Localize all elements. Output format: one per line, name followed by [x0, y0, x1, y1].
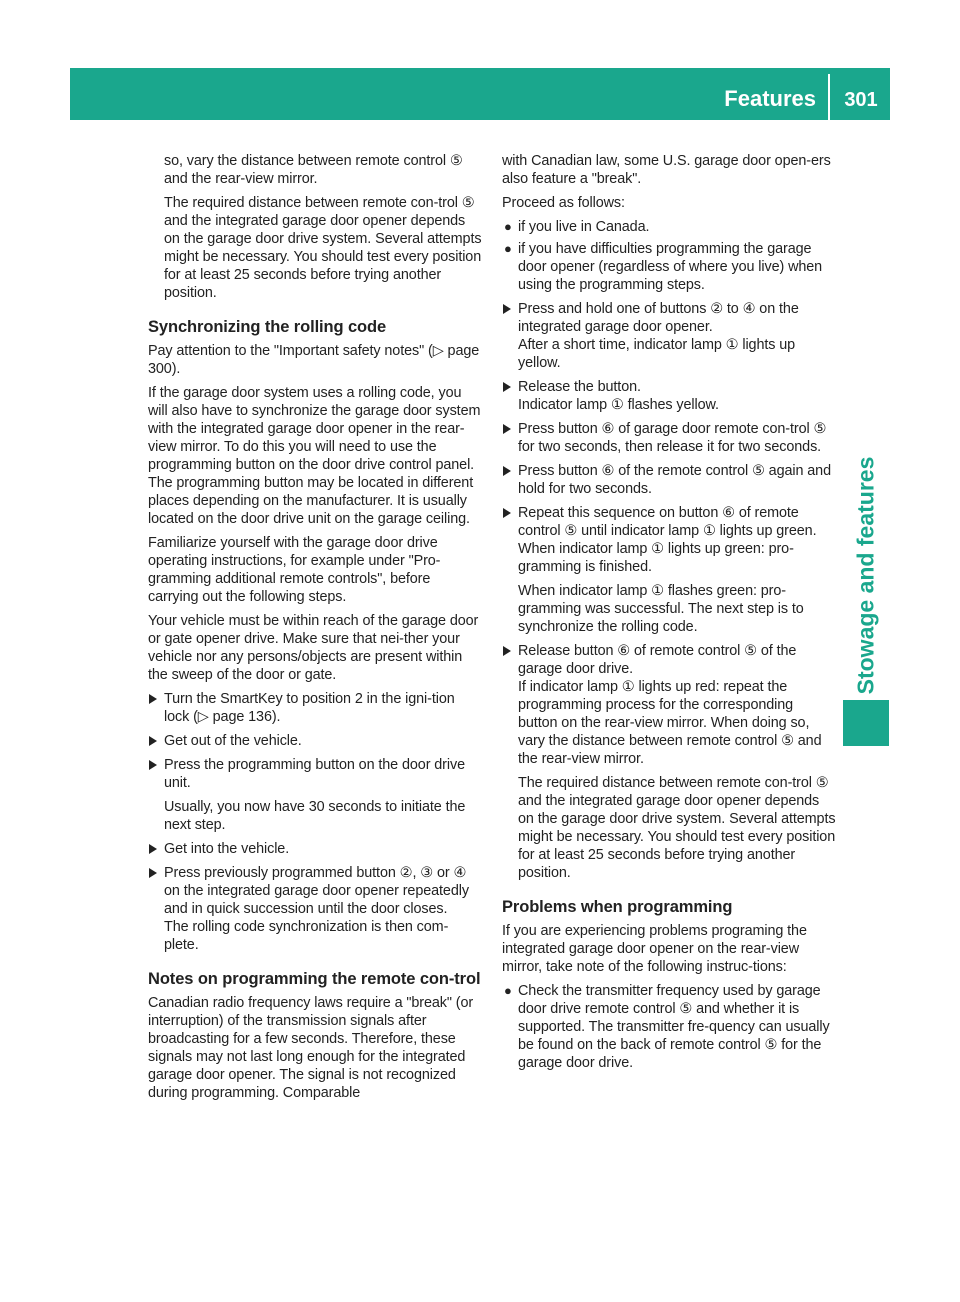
step-arrow-icon: [149, 868, 157, 878]
heading-synchronizing: Synchronizing the rolling code: [148, 318, 387, 336]
page-number: 301: [844, 89, 878, 111]
step-arrow-icon: [149, 736, 157, 746]
step-item: Repeat this sequence on button ⑥ of remote control ⑤ until indicator lamp ① lights up green. When indicator lamp ① lights up green: pro-gramming is finished. When indicator lamp ① flashes green: pro-gramming was successful. The next step is to synchronize the rolling code.: [502, 504, 836, 636]
bullet-icon: ●: [504, 241, 512, 256]
step-arrow-icon: [149, 844, 157, 854]
step-item: Release the button. Indicator lamp ① flashes yellow.: [502, 378, 836, 414]
step-item: Get into the vehicle.: [148, 840, 482, 858]
paragraph: with Canadian law, some U.S. garage door open-ers also feature a "break".: [502, 153, 831, 187]
step-arrow-icon: [503, 508, 511, 518]
left-column: [148, 152, 482, 1108]
right-column: [502, 152, 836, 1076]
step-item: Press the programming button on the door drive unit. Usually, you now have 30 seconds to initiate the next step.: [148, 756, 482, 834]
side-tab-marker: [843, 700, 889, 746]
step-item: Press previously programmed button ②, ③ or ④ on the integrated garage door opener repeatedly and in quick succession until the door closes. The rolling code synchronization is then com-plete.: [148, 864, 482, 954]
step-arrow-icon: [503, 382, 511, 392]
step-arrow-icon: [503, 646, 511, 656]
paragraph: If you are experiencing problems programing the integrated garage door opener on the rear-view mirror, take note of the following instruc-tions:: [502, 923, 807, 975]
paragraph: Pay attention to the "Important safety notes" (▷ page 300).: [148, 343, 480, 377]
step-item: Release button ⑥ of remote control ⑤ of the garage door drive. If indicator lamp ① lights up red: repeat the programming process for the corresponding button on the rear-view mirror. When doing so, vary the distance between remote control ⑤ and the rear-view mirror. The required distance between remote con-trol ⑤ and the integrated garage door opener depends on the garage door drive system. Several attempts might be necessary. You should test every position for at least 25 seconds before trying another position.: [502, 642, 836, 882]
step-item: Get out of the vehicle.: [148, 732, 482, 750]
side-tab-label: Stowage and features: [852, 456, 879, 694]
step-arrow-icon: [503, 304, 511, 314]
bullet-icon: ●: [504, 983, 512, 998]
step-arrow-icon: [149, 694, 157, 704]
heading-problems: Problems when programming: [502, 898, 733, 916]
step-arrow-icon: [149, 760, 157, 770]
side-tab: [843, 445, 889, 705]
bullet-icon: ●: [504, 219, 512, 234]
header-bar: [70, 68, 890, 120]
heading-notes: Notes on programming the remote con-trol: [148, 970, 481, 988]
paragraph: If the garage door system uses a rolling code, you will also have to synchronize the garage door system with the integrated garage door opener in the rear-view mirror. To do this you will need to use the programming button on the door drive control panel. The programming button may be located in different places depending on the manufacturer. It is usually located on the door drive unit on the garage ceiling.: [148, 385, 481, 527]
paragraph: The required distance between remote con-trol ⑤ and the integrated garage door opener depends on the garage door drive system. Several attempts might be necessary. You should test every position for at least 25 seconds before trying another position.: [164, 195, 482, 301]
step-item: Press button ⑥ of the remote control ⑤ again and hold for two seconds.: [502, 462, 836, 498]
header-divider: [828, 74, 830, 120]
step-item: Press and hold one of buttons ② to ④ on the integrated garage door opener. After a short time, indicator lamp ① lights up yellow.: [502, 300, 836, 372]
paragraph: Canadian radio frequency laws require a "break" (or interruption) of the transmission signals after broadcasting for a few seconds. Therefore, these signals may not last long enough for the integrated garage door opener. The signal is not recognized during programming. Comparable: [148, 995, 474, 1101]
paragraph: Your vehicle must be within reach of the garage door or gate opener drive. Make sure that nei-ther your vehicle nor any persons/objects are present within the sweep of the door or gate.: [148, 613, 479, 683]
paragraph: so, vary the distance between remote control ⑤ and the rear-view mirror.: [164, 153, 463, 187]
step-arrow-icon: [503, 466, 511, 476]
step-arrow-icon: [503, 424, 511, 434]
step-item: Turn the SmartKey to position 2 in the igni-tion lock (▷ page 136).: [148, 690, 482, 726]
bullet-item: ● if you live in Canada.: [504, 219, 650, 235]
paragraph: Proceed as follows:: [502, 195, 625, 211]
bullet-item: ● Check the transmitter frequency used by garage door drive remote control ⑤ and whether it is supported. The transmitter fre-quency can usually be found on the back of remote control ⑤ for the garage door drive.: [504, 983, 830, 1071]
paragraph: Familiarize yourself with the garage door drive operating instructions, for example under "Pro-gramming additional remote controls", before carrying out the following steps.: [148, 535, 441, 605]
step-item: Press button ⑥ of garage door remote con-trol ⑤ for two seconds, then release it for two seconds.: [502, 420, 836, 456]
bullet-item: ● if you have difficulties programming the garage door opener (regardless of where you live) when using the programming steps.: [504, 241, 823, 293]
section-title: Features: [724, 86, 816, 111]
